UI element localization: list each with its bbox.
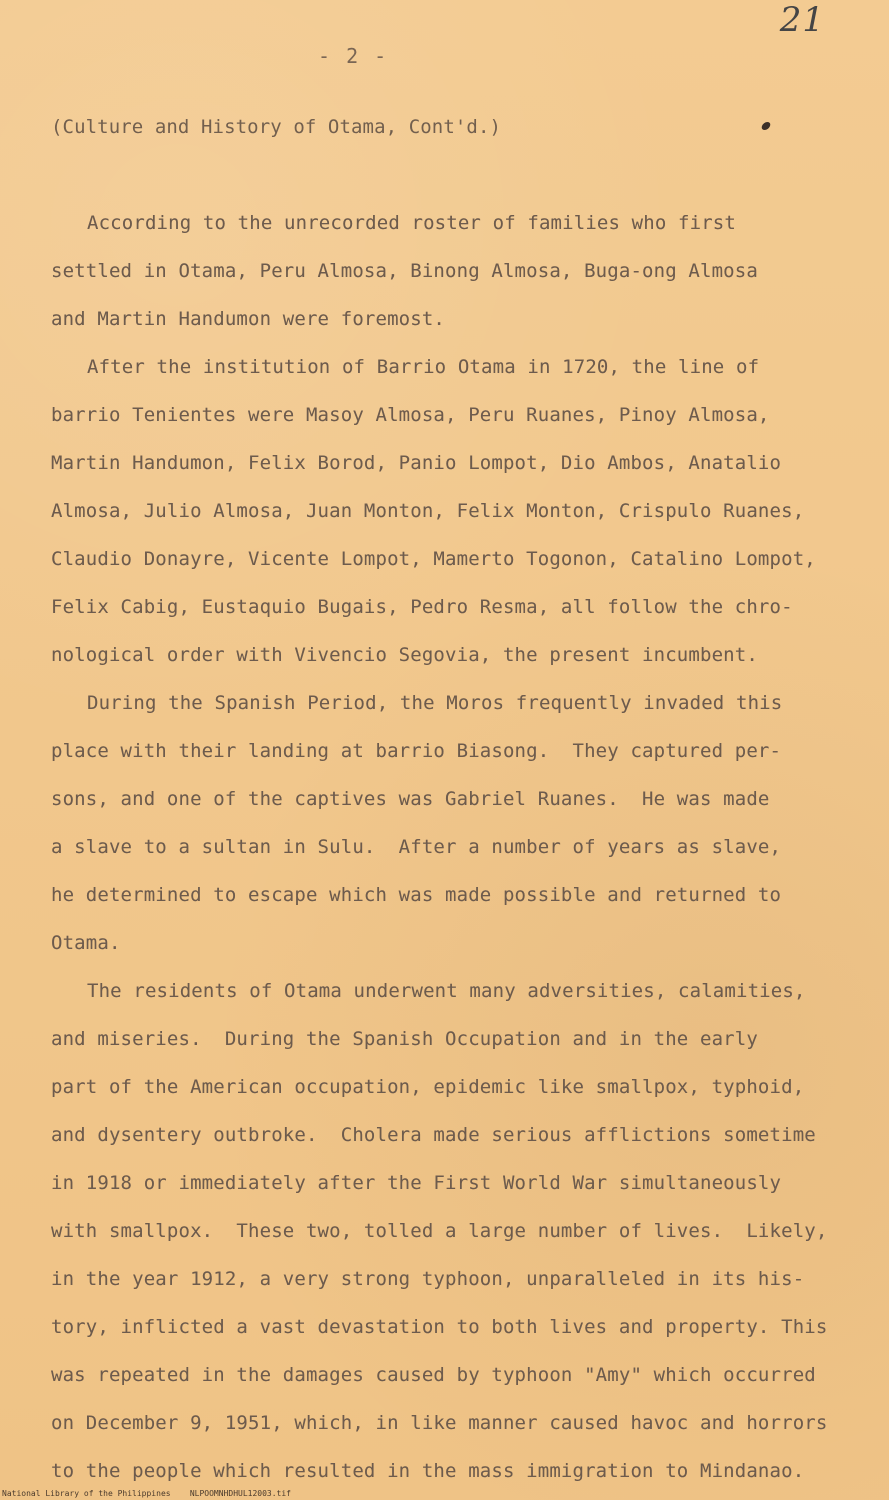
- text-line: a slave to a sultan in Sulu. After a number of years as slave,: [51, 836, 782, 858]
- text-line: place with their landing at barrio Biasong. They captured per-: [51, 740, 782, 762]
- text-line: Claudio Donayre, Vicente Lompot, Mamerto Togonon, Catalino Lompot,: [51, 548, 816, 570]
- ink-mark: [761, 122, 772, 130]
- text-line: to the people which resulted in the mass immigration to Mindanao.: [51, 1460, 805, 1482]
- text-line: Felix Cabig, Eustaquio Bugais, Pedro Resma, all follow the chro-: [51, 596, 793, 618]
- text-line: and dysentery outbroke. Cholera made serious afflictions sometime: [51, 1124, 816, 1146]
- text-line: was repeated in the damages caused by typhoon "Amy" which occurred: [51, 1364, 816, 1386]
- text-line: part of the American occupation, epidemic like smallpox, typhoid,: [51, 1076, 805, 1098]
- text-line: with smallpox. These two, tolled a large number of lives. Likely,: [51, 1220, 828, 1242]
- page-number: - 2 -: [318, 44, 389, 68]
- text-line: and miseries. During the Spanish Occupation and in the early: [51, 1028, 758, 1050]
- text-line: After the institution of Barrio Otama in 1720, the line of: [87, 356, 760, 378]
- text-line: settled in Otama, Peru Almosa, Binong Almosa, Buga-ong Almosa: [51, 260, 758, 282]
- text-line: During the Spanish Period, the Moros frequently invaded this: [87, 692, 783, 714]
- text-line: he determined to escape which was made possible and returned to: [51, 884, 782, 906]
- document-header: (Culture and History of Otama, Cont'd.): [51, 116, 502, 138]
- text-line: The residents of Otama underwent many adversities, calamities,: [87, 980, 806, 1002]
- text-line: in 1918 or immediately after the First World War simultaneously: [51, 1172, 782, 1194]
- archive-footer: National Library of the Philippines NLPOOMNHDHUL12003.tif: [2, 1489, 291, 1498]
- text-line: and Martin Handumon were foremost.: [51, 308, 446, 330]
- text-line: tory, inflicted a vast devastation to both lives and property. This: [51, 1316, 828, 1338]
- text-line: sons, and one of the captives was Gabriel Ruanes. He was made: [51, 788, 770, 810]
- text-line: on December 9, 1951, which, in like manner caused havoc and horrors: [51, 1412, 828, 1434]
- text-line: According to the unrecorded roster of families who first: [87, 212, 736, 234]
- folio-mark: 21: [779, 0, 825, 40]
- text-line: nological order with Vivencio Segovia, the present incumbent.: [51, 644, 758, 666]
- text-line: Martin Handumon, Felix Borod, Panio Lompot, Dio Ambos, Anatalio: [51, 452, 782, 474]
- text-line: in the year 1912, a very strong typhoon, unparalleled in its his-: [51, 1268, 805, 1290]
- text-line: Almosa, Julio Almosa, Juan Monton, Felix Monton, Crispulo Ruanes,: [51, 500, 805, 522]
- text-line: Otama.: [51, 932, 121, 954]
- text-line: barrio Tenientes were Masoy Almosa, Peru Ruanes, Pinoy Almosa,: [51, 404, 770, 426]
